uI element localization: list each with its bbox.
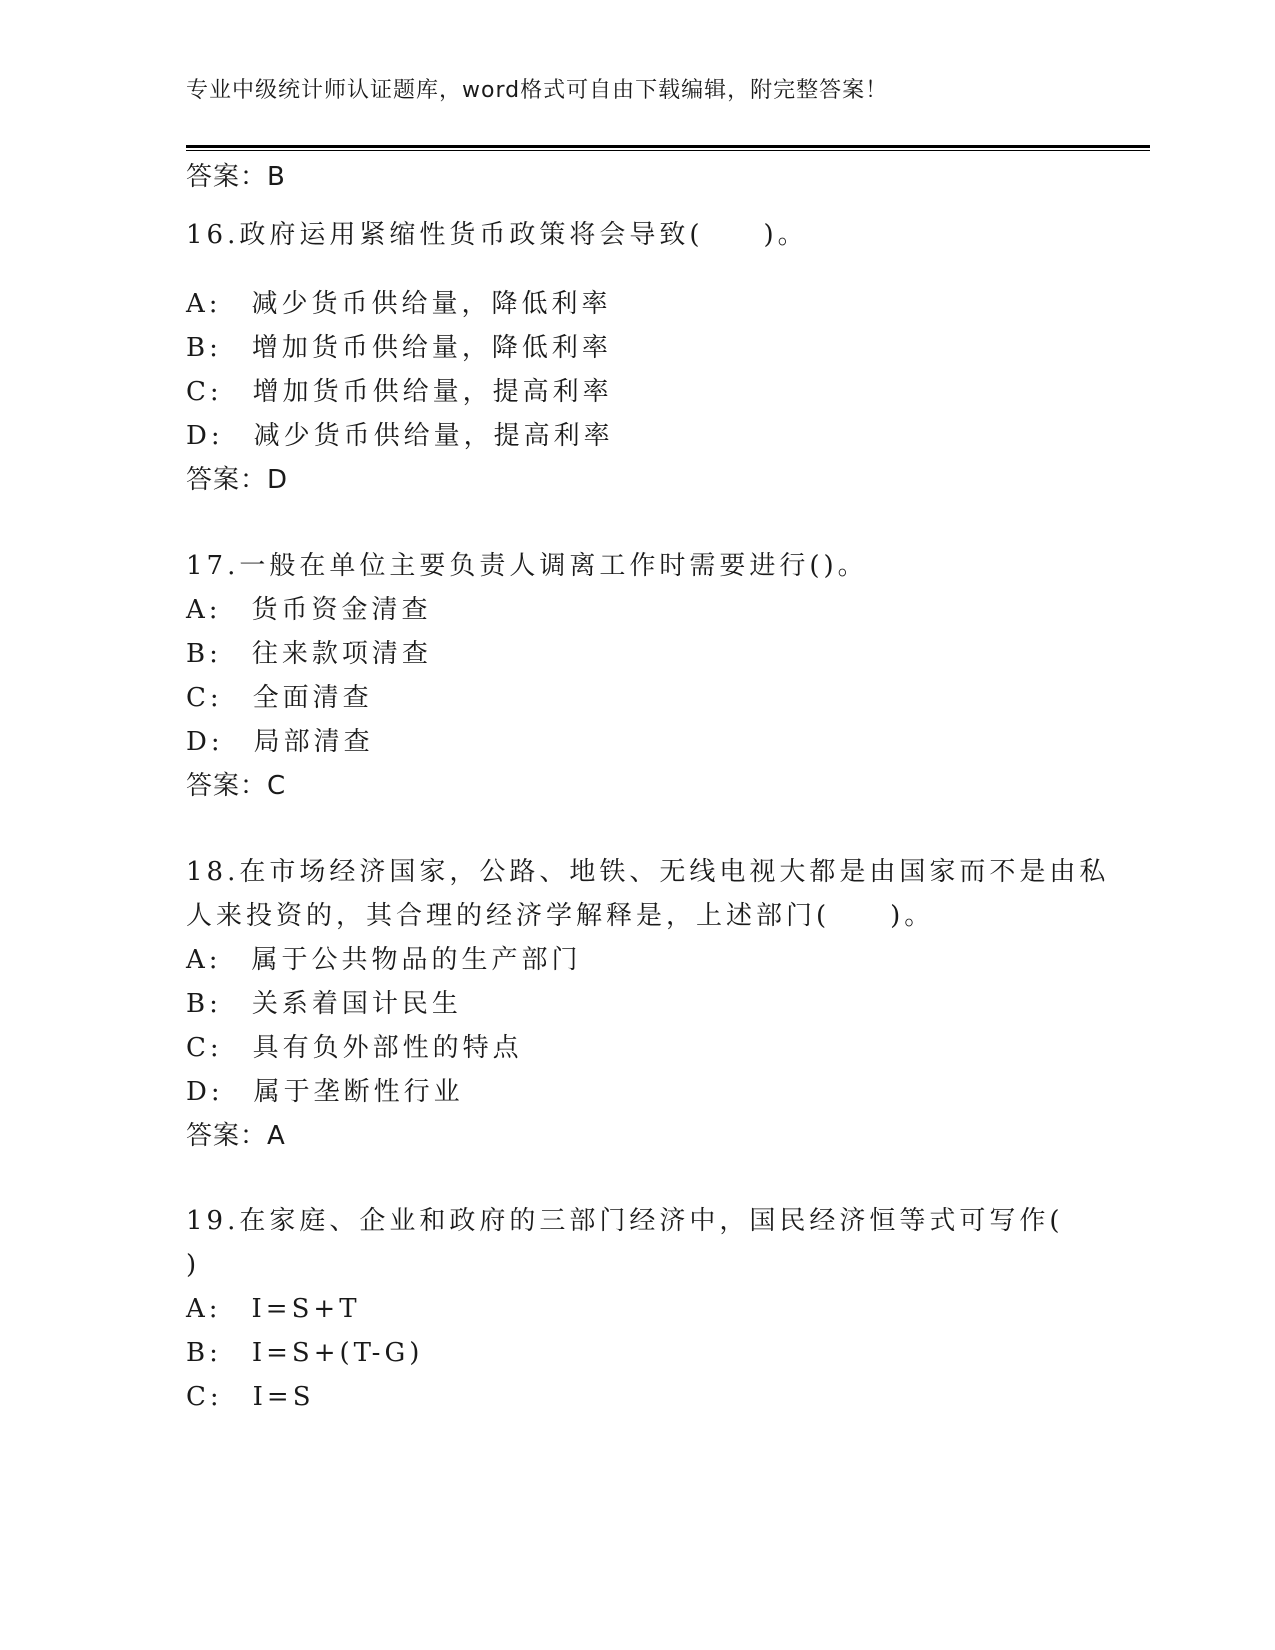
question-16-option-b: B: 增加货币供给量，降低利率 [186,333,612,363]
question-18-stem-line-2: 人来投资的，其合理的经济学解释是，上述部门( )。 [186,901,935,931]
header-rule-thick [186,145,1150,148]
question-17-answer: 答案：C [186,771,287,801]
question-17-option-b: B: 往来款项清查 [186,639,432,669]
header-rule-thin [186,150,1150,151]
question-19-option-b: B: I=S+(T-G) [186,1338,424,1368]
question-16-option-c: C: 增加货币供给量，提高利率 [186,377,613,407]
question-16-option-d: D: 减少货币供给量，提高利率 [186,421,614,451]
question-19-stem-line-2: ) [186,1250,201,1280]
question-17-option-c: C: 全面清查 [186,683,373,713]
question-17-option-d: D: 局部清查 [186,727,374,757]
question-19-option-a: A: I=S+T [186,1294,361,1324]
question-18-option-d: D: 属于垄断性行业 [186,1077,464,1107]
question-17-option-a: A: 货币资金清查 [186,595,432,625]
question-17-stem: 17.一般在单位主要负责人调离工作时需要进行()。 [186,551,868,581]
question-16-stem: 16.政府运用紧缩性货币政策将会导致( )。 [186,220,808,250]
page-header: 专业中级统计师认证题库，word格式可自由下载编辑，附完整答案！ [186,78,889,103]
question-18-option-b: B: 关系着国计民生 [186,989,462,1019]
question-19-stem-line-1: 19.在家庭、企业和政府的三部门经济中，国民经济恒等式可写作( [186,1206,1064,1236]
question-16-answer: 答案：D [186,465,289,495]
question-18-option-c: C: 具有负外部性的特点 [186,1033,523,1063]
previous-answer: 答案：B [186,162,286,192]
question-18-option-a: A: 属于公共物品的生产部门 [186,945,582,975]
question-16-option-a: A: 减少货币供给量，降低利率 [186,289,612,319]
question-18-answer: 答案：A [186,1121,286,1151]
question-18-stem-line-1: 18.在市场经济国家，公路、地铁、无线电视大都是由国家而不是由私 [186,857,1110,887]
question-19-option-c: C: I=S [186,1382,315,1412]
